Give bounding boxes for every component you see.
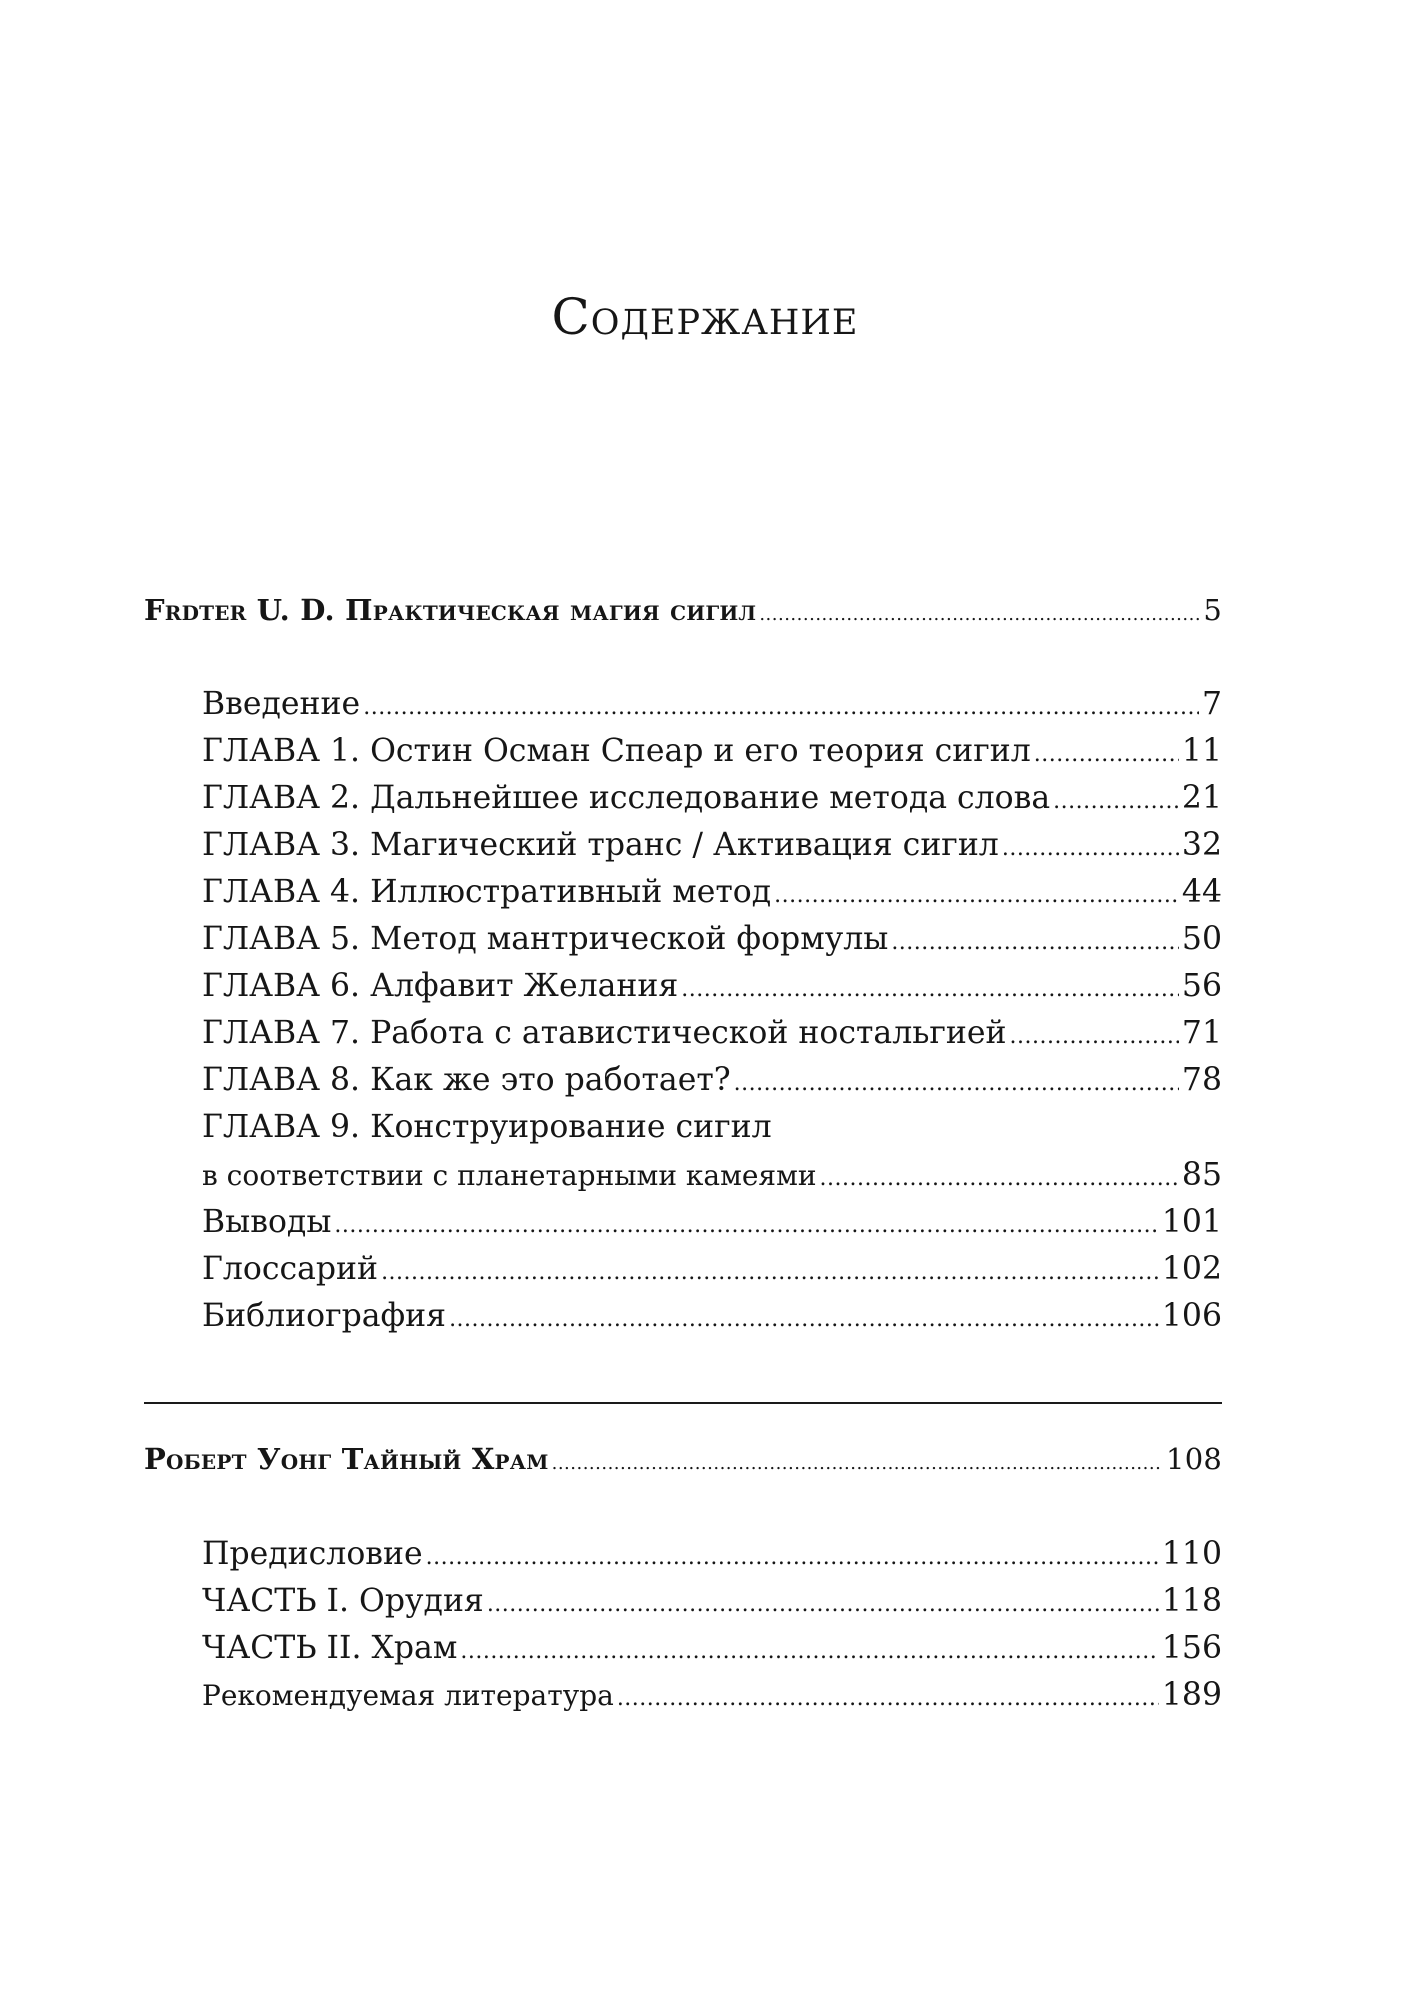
toc-page-number: 108 [1166,1442,1222,1476]
toc-entry[interactable] [202,874,1222,910]
toc-entry-title: ЧАСТЬ II. Храм [202,1630,458,1666]
toc-entry-title: Глоссарий [202,1251,379,1287]
dot-leader [552,1453,1163,1474]
toc-entry[interactable] [202,733,1222,769]
toc-entry[interactable] [202,1536,1222,1572]
toc-entry[interactable] [202,968,1222,1004]
toc-entry[interactable] [202,827,1222,863]
section-divider [144,1402,1222,1404]
toc-entry[interactable] [202,1583,1222,1619]
dot-leader [1034,742,1179,767]
toc-page-number: 7 [1201,686,1222,722]
toc-entry-title: ГЛАВА 2. Дальнейшее исследование метода слова [202,780,1051,816]
toc-page-number: 32 [1181,827,1222,863]
toc-entry-title: Введение [202,686,361,722]
toc-entry[interactable] [202,1677,1222,1713]
dot-leader [1053,789,1179,814]
toc-page-number: 11 [1181,733,1222,769]
dot-leader [774,883,1179,908]
toc-page-number: 118 [1161,1583,1222,1619]
toc-page-number: 110 [1161,1536,1222,1572]
toc-entry-title: Библиография [202,1298,447,1334]
toc-page-number: 56 [1181,968,1222,1004]
dot-leader [820,1166,1179,1191]
dot-leader [1002,836,1179,861]
dot-leader [734,1071,1179,1096]
toc-section-heading[interactable] [144,593,1222,627]
toc-entry[interactable] [202,1251,1222,1287]
toc-page-number: 189 [1161,1677,1222,1713]
toc-entry-title: Выводы [202,1204,332,1240]
dot-leader [891,930,1179,955]
toc-page-number: 50 [1181,921,1222,957]
toc-section-title: Роберт Уонг Тайный Храм [144,1442,549,1476]
toc-page-number: 102 [1161,1251,1222,1287]
dot-leader [681,977,1179,1002]
toc-section-title: Frdter U. D. Практическая магия сигил [144,593,757,627]
toc-entry-title: ГЛАВА 6. Алфавит Желания [202,968,679,1004]
toc-entry-title: Рекомендуемая литература [202,1679,614,1712]
toc-entry-title: ГЛАВА 3. Магический транс / Активация сигил [202,827,999,863]
toc-entry[interactable] [202,1157,1222,1193]
toc-page-number: 21 [1181,780,1222,816]
dot-leader [487,1592,1159,1617]
dot-leader [363,695,1199,720]
toc-entry-title: ГЛАВА 5. Метод мантрической формулы [202,921,889,957]
dot-leader [449,1307,1159,1332]
toc-entry-title: ГЛАВА 1. Остин Осман Спеар и его теория сигил [202,733,1031,769]
toc-entry[interactable] [202,1015,1222,1051]
toc-page-number: 71 [1181,1015,1222,1051]
toc-page-number: 78 [1181,1062,1222,1098]
toc-entry-title: ГЛАВА 8. Как же это работает? [202,1062,731,1098]
toc-entry-title: ЧАСТЬ I. Орудия [202,1583,484,1619]
dot-leader [1010,1024,1179,1049]
toc-entry-title: ГЛАВА 4. Иллюстративный метод [202,874,772,910]
toc-entry[interactable] [202,921,1222,957]
toc-page-number: 85 [1181,1157,1222,1193]
toc-entry-title: ГЛАВА 7. Работа с атавистической ностальгией [202,1015,1007,1051]
toc-entry-title[interactable]: ГЛАВА 9. Конструирование сигил [202,1109,772,1145]
dot-leader [759,604,1200,625]
toc-entry[interactable] [202,1062,1222,1098]
toc-entry[interactable] [202,1298,1222,1334]
toc-entry-continuation: в соответствии с планетарными камеями [202,1159,817,1192]
dot-leader [460,1639,1159,1664]
toc-section-heading[interactable] [144,1442,1222,1476]
toc-page-number: 44 [1181,874,1222,910]
dot-leader [334,1213,1158,1238]
toc-page-number: 106 [1161,1298,1222,1334]
toc-page-number: 5 [1203,593,1222,627]
dot-leader [426,1545,1159,1570]
toc-page-number: 156 [1161,1630,1222,1666]
toc-entry-title: Предисловие [202,1536,423,1572]
toc-page-number: 101 [1161,1204,1222,1240]
dot-leader [381,1260,1159,1285]
toc-entry[interactable] [202,1204,1222,1240]
dot-leader [617,1686,1159,1711]
toc-entry[interactable] [202,780,1222,816]
page-title: Содержание [551,288,859,346]
toc-entry[interactable] [202,686,1222,722]
toc-entry[interactable] [202,1630,1222,1666]
